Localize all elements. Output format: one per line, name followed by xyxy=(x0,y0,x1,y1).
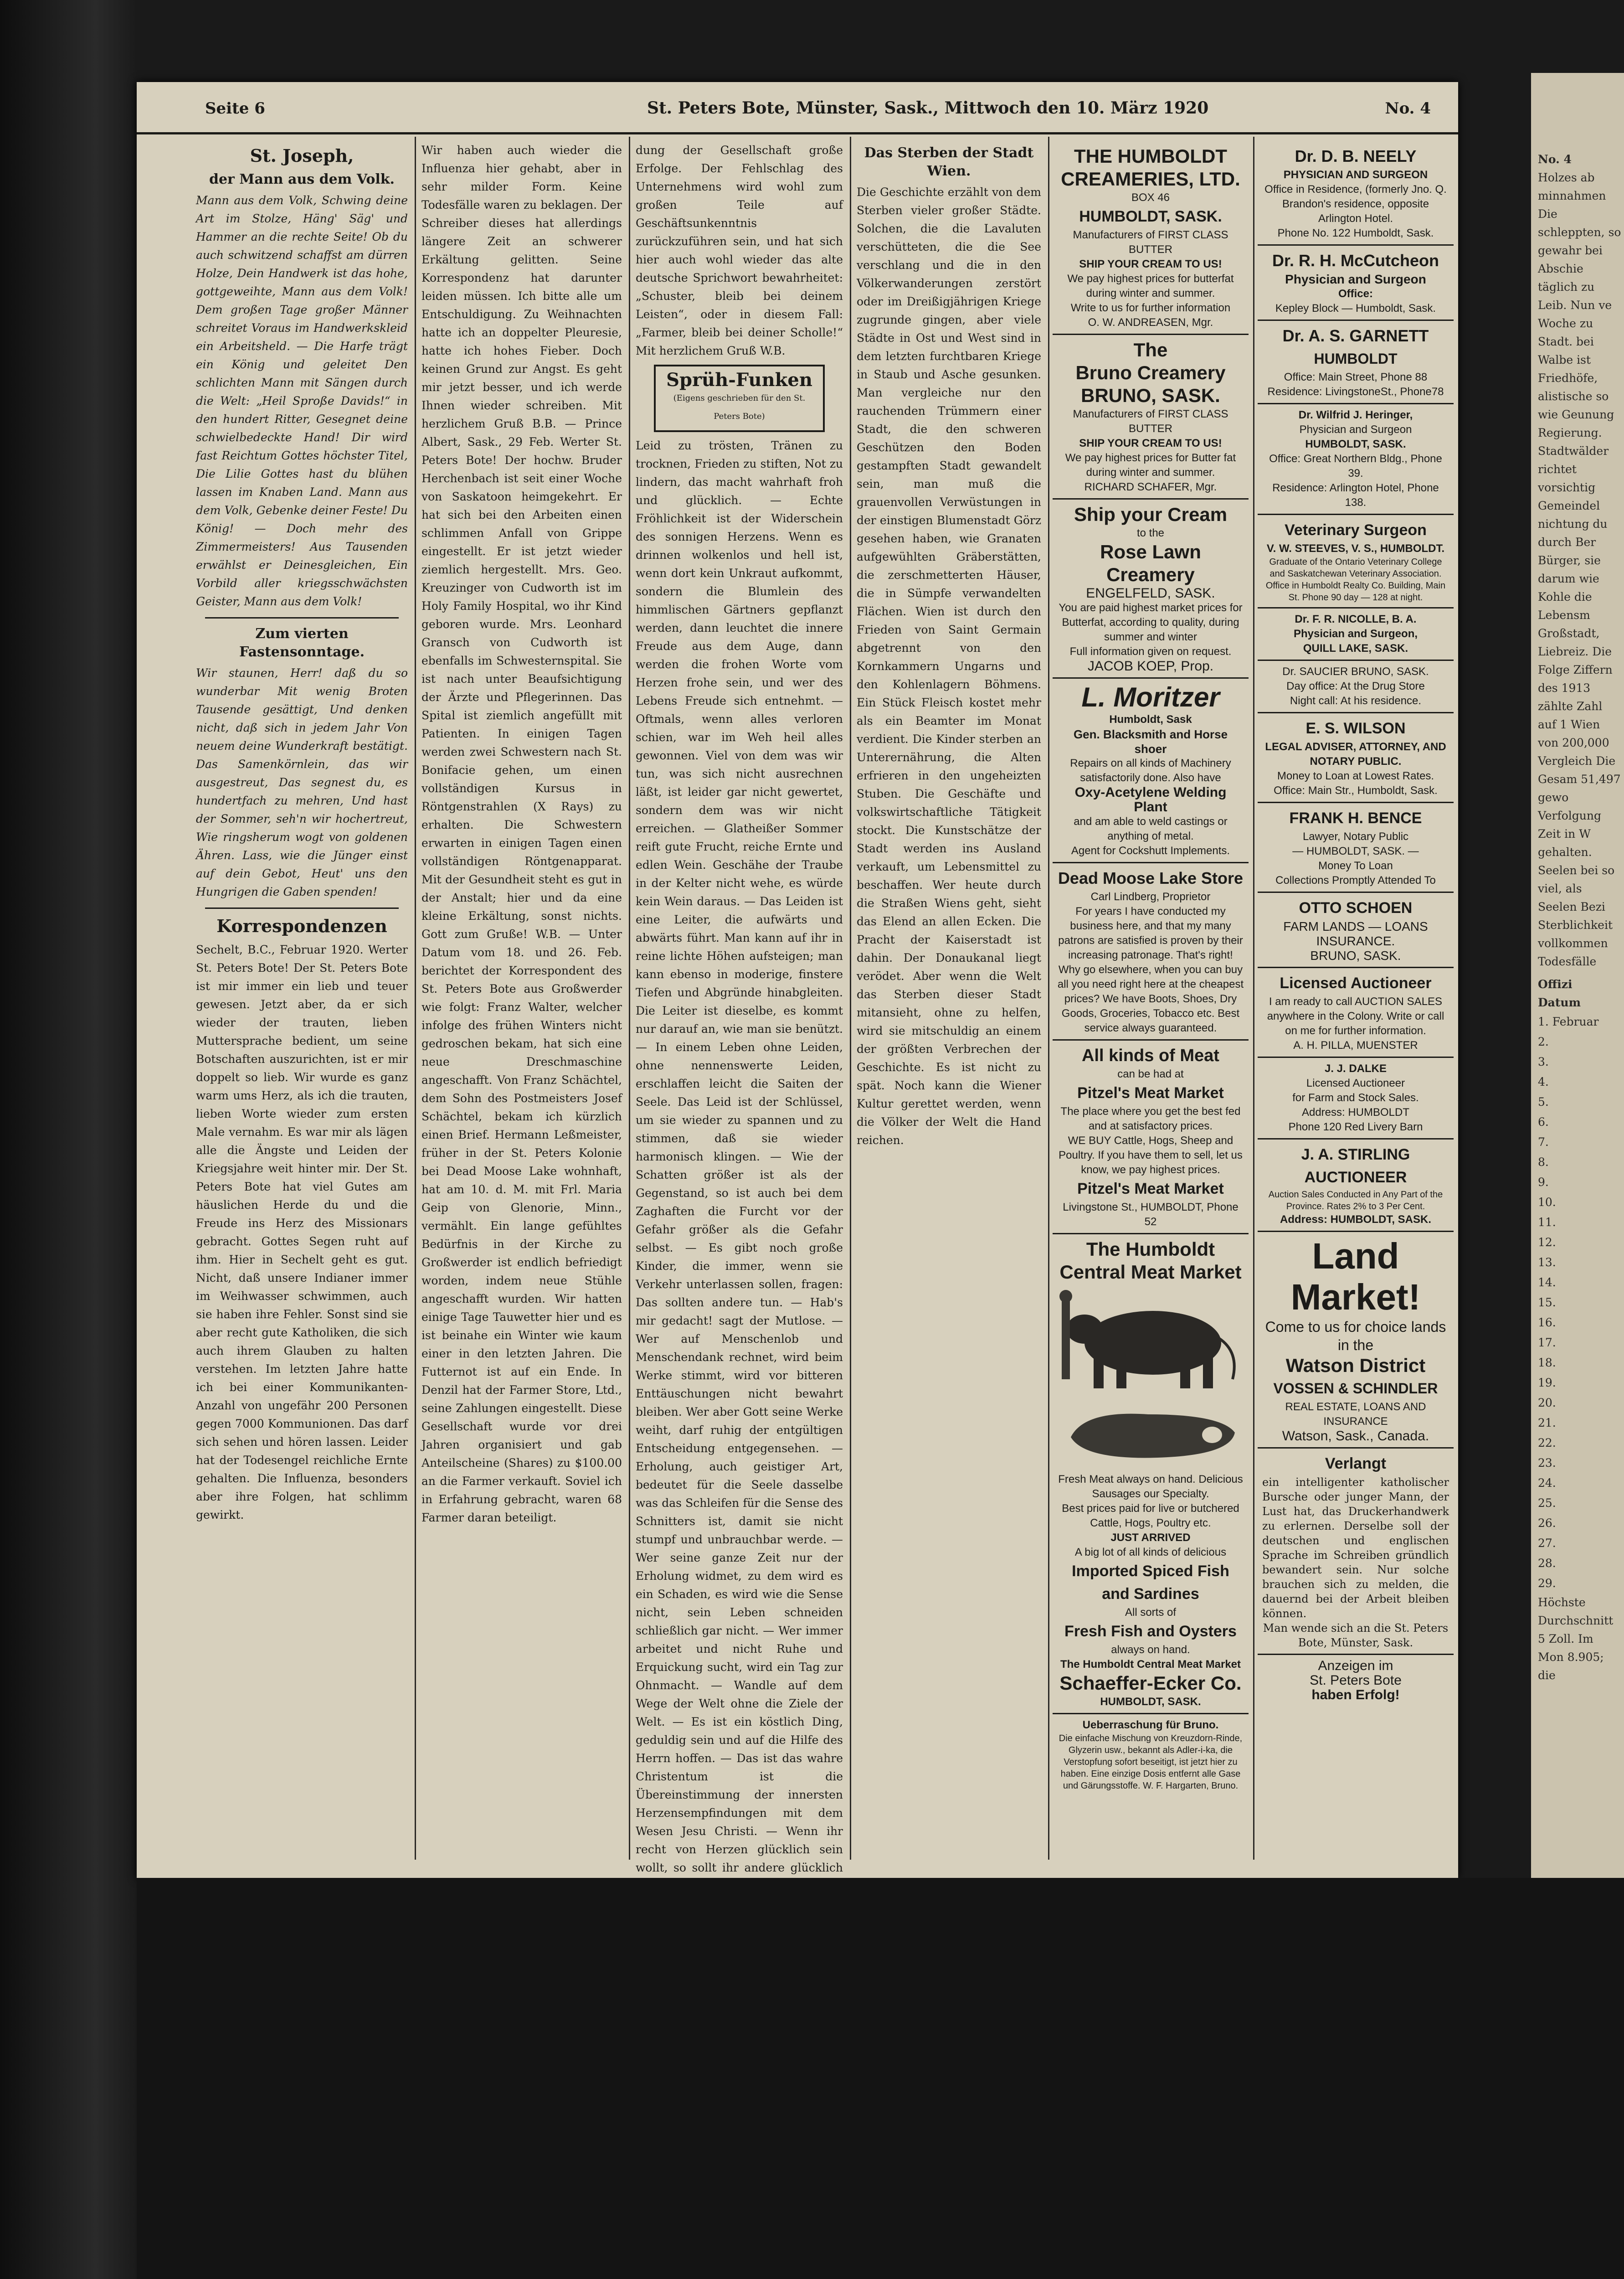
ad-title: L. Moritzer xyxy=(1081,682,1220,712)
column-3 xyxy=(636,141,843,1874)
ad-text: Repairs on all kinds of Machinery satisfactorily done. Also have xyxy=(1070,757,1231,784)
next-page-number: No. 4 xyxy=(1538,153,1572,166)
spruh-funken-title: Sprüh-Funken xyxy=(666,369,812,391)
card-text: Office: xyxy=(1338,288,1373,300)
card-text: Money to Loan at Lowest Rates. xyxy=(1277,770,1434,782)
table-row: 9. xyxy=(1538,1176,1549,1189)
card-text: Kepley Block — Humboldt, Sask. xyxy=(1275,302,1436,315)
card-text: Lawyer, Notary Public xyxy=(1302,830,1409,843)
card-title: Veterinary Surgeon xyxy=(1285,521,1427,539)
table-row: 5. xyxy=(1538,1095,1549,1109)
card-title: Licensed Auctioneer xyxy=(1280,975,1432,992)
table-row: 12. xyxy=(1538,1236,1556,1249)
card-text: REAL ESTATE, LOANS AND INSURANCE xyxy=(1285,1401,1426,1428)
card-title: J. J. DALKE xyxy=(1324,1062,1387,1075)
bull-illustration xyxy=(1057,1288,1249,1393)
spruh-funken-subtitle: (Eigens geschrieben für den St. Peters Bote) xyxy=(673,393,806,421)
column-3-text-top: dung der Gesellschaft große Erfolge. Der Fehlschlag des Unternehmens wird wohl zum großen Teile auf Geschäftsunkenntnis zurückzuführen sein, und hat sich hier auch wohl wieder das alte deutsche Sprichwort bewahrheitet: „Schuster, bleib bei deinem Leisten“, oder in diesem Fall: „Farmer, bleib bei deiner Scholle!“ Mit herzlichem Gruß W.B. xyxy=(636,144,843,357)
card-text: Money To Loan xyxy=(1318,860,1393,872)
table-row: 14. xyxy=(1538,1276,1556,1289)
card-text: A. H. PILLA, MUENSTER xyxy=(1293,1039,1418,1052)
table-row: 10. xyxy=(1538,1196,1556,1209)
ad-text: Pitzel's Meat Market xyxy=(1077,1084,1224,1102)
next-page-text: Holzes ab minnahmen Die schleppten, so gewahr bei Abschie täglich zu Leib. Nun ve Woche zu Stadt. bei Walbe ist Friedhöfe, alistische so wie Geunung Regierung. Stadtwälder richtet vorsichtig Gemeindel nichtung du durch Ber Bürger, sie darum wie Kohle die Lebensm Großstadt, Liebreiz. Die Folge Ziffern des 1913 zählte Zahl auf 1 Wien von 200,000 Vergleich Die Gesam 51,497 gewo Verfolgung Zeit in W gehalten. Seelen bei so viel, als Seelen Bezi Sterblichkeit vollkommen Todesfälle xyxy=(1538,171,1621,968)
moritzer-ad xyxy=(1053,679,1249,863)
ad-text: BRUNO, SASK. xyxy=(1081,385,1220,406)
card-text: Phone 120 Red Livery Barn xyxy=(1288,1121,1423,1133)
ad-text: Best prices paid for live or butchered Cattle, Hogs, Poultry etc. xyxy=(1062,1502,1239,1529)
ad-text: For years I have conducted my business here, and that my many patrons are satisfied is proven by their increasing patronage. That's right! Why go elsewhere, when you can buy all you need right here at the cheapest prices? We have Boots, Shoes, Dry Goods, Groceries, Tobacco etc. Best service always guaranteed. xyxy=(1057,905,1244,1034)
table-row: 27. xyxy=(1538,1537,1556,1550)
ad-title: Bruno Creamery xyxy=(1075,362,1226,383)
garnett-card xyxy=(1258,321,1454,404)
table-row: 8. xyxy=(1538,1155,1549,1169)
column-1 xyxy=(196,141,408,1864)
card-title: Dr. Wilfrid J. Heringer, xyxy=(1298,409,1413,421)
card-text: Office: Great Northern Bldg., Phone 39. xyxy=(1269,453,1442,480)
mccutcheon-card xyxy=(1258,246,1454,321)
ad-title: THE HUMBOLDT CREAMERIES, LTD. xyxy=(1061,145,1240,190)
ad-title: Dead Moose Lake Store xyxy=(1058,869,1244,887)
article-text: Die Geschichte erzählt von dem Sterben vieler großer Städte. Solchen, die die Lavaluten verschütteten, die die See verschlang und die in den Völkerwanderungen zerstört oder im Dreißigjährigen Kriege zugrunde gingen, aber viele Städte in Ost und West sind in dem letzten furchtbaren Kriege in Staub und Asche gesunken. Man vergleiche nur den rauchenden Trümmern einer Stadt, die den schweren Geschützen den Boden gestampften Stadt gewandelt sein, man muß die grauenvollen Verwüstungen in der einstigen Blumenstadt Görz gesehen haben, wie Granaten aufgewühlten Gräberstätten, die zerschmetterten Häuser, die in Sümpfe verwandelten Flächen. Wien ist durch den Frieden von Saint Germain abgetrennt von den Kornkammern Ungarns und den Kohlenlagern Böhmens. Ein Stück Fleisch kostet mehr als ein Beamter im Monat verdient. Die Kinder sterben an Unterernährung, die Alten erfrieren in den ungeheizten Stuben. Die Geschäfte und volkswirtschaftliche Tätigkeit stockt. Die Kunstschätze der Stadt werden ins Ausland verkauft, um Lebensmittel zu beschaffen. Wer heute durch die Straßen Wiens geht, sieht das Elend an allen Ecken. Die Pracht der Kaiserstadt ist dahin. Der Donaukanal liegt verödet. Aber wenn die Welt das Sterben dieser Stadt mitansieht, ohne zu helfen, wird sie mitschuldig an einem der größten Verbrechen der Geschichte. Es ist nicht zu spät. Noch kann die Wiener Kultur gerettet werden, wenn die Völker der Welt die Hand reichen. xyxy=(857,186,1041,1147)
card-text: Licensed Auctioneer xyxy=(1306,1077,1405,1089)
ad-text: Pitzel's Meat Market xyxy=(1077,1180,1224,1197)
card-text: Anzeigen im xyxy=(1318,1658,1393,1673)
neely-card xyxy=(1258,141,1454,246)
table-row: 18. xyxy=(1538,1356,1556,1369)
card-title: FRANK H. BENCE xyxy=(1289,810,1422,827)
ad-text: Carl Lindberg, Proprietor xyxy=(1090,891,1211,903)
table-row: 26. xyxy=(1538,1516,1556,1530)
land-market-ad xyxy=(1258,1232,1454,1449)
ad-text: O. W. ANDREASEN, Mgr. xyxy=(1088,316,1213,329)
column-rule xyxy=(629,137,630,1860)
table-row: 11. xyxy=(1538,1216,1556,1229)
correspondence-title: Korrespondenzen xyxy=(216,916,387,936)
table-row: 15. xyxy=(1538,1296,1556,1309)
card-text: HUMBOLDT xyxy=(1314,351,1398,367)
table-row: 20. xyxy=(1538,1396,1556,1409)
poem-subtitle: der Mann aus dem Volk. xyxy=(209,171,395,187)
saucier-card xyxy=(1258,661,1454,713)
card-text: Man wende sich an die St. Peters Bote, Münster, Sask. xyxy=(1263,1622,1449,1649)
column-rule xyxy=(1253,137,1254,1860)
column-2 xyxy=(421,141,622,1864)
ad-text: Fresh Meat always on hand. Delicious Sausages our Specialty. xyxy=(1058,1473,1243,1500)
ad-text: Manufacturers of FIRST CLASS BUTTER xyxy=(1073,229,1228,256)
card-text: QUILL LAKE, SASK. xyxy=(1303,642,1408,655)
card-text: Office: Main Street, Phone 88 xyxy=(1284,371,1428,383)
table-row: 21. xyxy=(1538,1416,1556,1429)
table-row: 6. xyxy=(1538,1115,1549,1129)
card-title: Dr. D. B. NEELY xyxy=(1295,147,1417,165)
card-title: Dr. SAUCIER BRUNO, SASK. xyxy=(1282,665,1429,678)
bruno-notice xyxy=(1053,1714,1249,1795)
scan-background-left xyxy=(0,0,137,2279)
column-rule xyxy=(850,137,851,1860)
poem-title: St. Joseph, xyxy=(250,145,354,166)
article-title: Das Sterben der Stadt Wien. xyxy=(864,145,1034,179)
page-header xyxy=(137,82,1458,134)
ad-text: WE BUY Cattle, Hogs, Sheep and Poultry. If you have them to sell, let us know, we pay highest prices. xyxy=(1059,1134,1243,1176)
ad-text: We pay highest prices for Butter fat during winter and summer. xyxy=(1065,452,1236,479)
card-text: haben Erfolg! xyxy=(1311,1687,1400,1702)
card-text: PHYSICIAN AND SURGEON xyxy=(1283,169,1428,181)
dalke-card xyxy=(1258,1058,1454,1140)
card-text: Residence: Arlington Hotel, Phone 138. xyxy=(1272,482,1439,509)
table-row: 19. xyxy=(1538,1376,1556,1389)
ad-text: and am able to weld castings or anything of metal. xyxy=(1074,815,1228,842)
ad-text: A big lot of all kinds of delicious xyxy=(1074,1546,1227,1558)
ad-title: Rose Lawn Creamery xyxy=(1100,541,1201,585)
ad-text: JUST ARRIVED xyxy=(1110,1531,1191,1544)
ad-text: The Humboldt Central Meat Market xyxy=(1060,1658,1241,1671)
schoen-card xyxy=(1258,893,1454,968)
card-text: Auction Sales Conducted in Any Part of the Province. Rates 2% to 3 Per Cent. xyxy=(1268,1190,1443,1212)
page-number: Seite 6 xyxy=(205,99,265,118)
table-row: 29. xyxy=(1538,1577,1556,1590)
card-title: J. A. STIRLING xyxy=(1301,1146,1410,1163)
card-text: Office: Main Str., Humboldt, Sask. xyxy=(1274,784,1438,797)
table-row: 22. xyxy=(1538,1436,1556,1449)
ad-text: You are paid highest market prices for Butterfat, according to quality, during summer and winter xyxy=(1059,602,1243,643)
card-title: Dr. R. H. McCutcheon xyxy=(1272,251,1439,270)
ad-text: Schaeffer-Ecker Co. xyxy=(1059,1672,1242,1694)
spruh-funken-text: Leid zu trösten, Tränen zu trocknen, Frieden zu stiften, Not zu lindern, das macht wahrhaft froh und glücklich. — Echte Fröhlichkeit ist der Widerschein des sonnigen Herzens. Wenn es drinnen wolkenlos und hell ist, wenn dort kein Unkraut aufkommt, sondern die Blumlein des himmlischen Gärtners gepflanzt werden, dann leuchtet die innere Freude aus dem Auge, dann werden die frohen Worte vom Herzen frohe sein, und wer des Lebens Freude sich entnehmt. — Oftmals, wenn alles verloren schien, war im Weh heil alles gewonnen. Viel von dem was wir tun, was sich nicht ausrechnen läßt, ist leider gar nicht gewertet, sondern dem was wir nicht erreichen. — Glatheißer Sommer reift gute Frucht, reiche Ernte und edlen Wein. Geschähe der Traube in der Kelter nicht wehe, es würde kein Wein daraus. — Das Leiden ist eine Leiter, die aufwärts und abwärts führt. Man kann auf ihr in reine lichte Höhen aufsteigen; man kann ebenso in moderige, finstere Tiefen und Abgründe hinabgleiten. Die Leiter ist dieselbe, es kommt nur darauf an, wie man sie benützt. — In einem Leben ohne Leiden, ohne nennenswerte Leiden, erschlaffen leicht die Saiten der Seele. Das Leid ist der Schlüssel, um sie wieder zu spannen und zu stimmen, daß sie wieder harmonisch klingen. — Wie der Schatten größer ist als der Gegenstand, so ist auch bei dem Zaghaften die Furcht vor der Gefahr größer als die Gefahr selbst. — Es gibt noch große Kinder, die immer, wenn sie Verkehr unterlassen sollen, fragen: Das sollten andere tun. — Hab's mir gedacht! sagt der Mutlose. — Wer auf Menschenlob und Menschendank rechnet, wird beim Werke stimmt, wird vor bitteren Enttäuschungen nicht bewahrt bleiben. Wer aber Gott seine Werke weiht, darf ruhig der entgültigen Entscheidung entgegensehen. — Erholung, auch geistiger Art, bedeutet für die Seele dasselbe was das Schleifen für die Sense des Schnitters ist, damit sie nicht stumpf und unbrauchbar werde. — Wer seine ganze Zeit nur der Erholung widmet, zu dem wird es ein Schaden, es wird wie die Sense nicht, sein Leben schneiden schließlich gar nicht. — Wer immer arbeitet und nicht Ruhe und Erquickung sucht, wird ein Tag zur Ohnmacht. — Wandle auf dem Wege der Welt ohne die Ziele der Welt. — Es ist ein köstlich Ding, geduldig sein und auf die Hilfe des Herrn hoffen. — Das ist das wahre Christentum ist die Übereinstimmung der innersten Herzensempfindungen mit dem Wesen Jesu Christi. — Wenn ihr recht von Herzen glücklich sein wollt, so sollt ihr andere glücklich xyxy=(636,439,843,1874)
ad-text: ENGELFELD, SASK. xyxy=(1086,586,1215,601)
card-text: V. W. STEEVES, V. S., HUMBOLDT. xyxy=(1266,542,1445,555)
card-text: Night call: At his residence. xyxy=(1290,695,1422,707)
fasten-title: Zum vierten Fastensonntage. xyxy=(239,626,365,660)
issue-number: No. 4 xyxy=(1385,99,1431,118)
ad-title: The Humboldt Central Meat Market xyxy=(1059,1238,1242,1283)
meat-cut-illustration xyxy=(1057,1405,1249,1464)
card-text: HUMBOLDT, SASK. xyxy=(1305,438,1406,450)
column-6-cards xyxy=(1258,141,1454,1864)
ad-title: Ueberraschung für Bruno. xyxy=(1082,1719,1219,1731)
table-row: 28. xyxy=(1538,1557,1556,1570)
table-row: 16. xyxy=(1538,1316,1556,1329)
card-title: OTTO SCHOEN xyxy=(1299,899,1413,917)
ad-text: SHIP YOUR CREAM TO US! xyxy=(1079,437,1222,449)
ad-text: Fresh Fish and Oysters xyxy=(1064,1623,1237,1640)
card-text: Physician and Surgeon, xyxy=(1293,628,1418,640)
table-row: 7. xyxy=(1538,1135,1549,1149)
card-text: Phone No. 122 Humboldt, Sask. xyxy=(1277,227,1434,239)
ad-text: Humboldt, Sask xyxy=(1109,713,1192,726)
card-text: for Farm and Stock Sales. xyxy=(1292,1092,1419,1104)
pitzels-meat-market-ad xyxy=(1053,1041,1249,1234)
next-page-table-rows xyxy=(1538,1012,1622,1593)
wilson-card xyxy=(1258,713,1454,803)
next-page-column xyxy=(1538,150,1622,1791)
spruh-funken-box xyxy=(654,365,825,432)
card-text: Watson District xyxy=(1285,1355,1426,1376)
next-page-table-head: Datum xyxy=(1538,996,1581,1009)
ad-text: can be had at xyxy=(1117,1068,1184,1080)
heringer-card xyxy=(1258,404,1454,515)
veterinary-card xyxy=(1258,515,1454,608)
ad-text: The place where you get the best fed and at satisfactory prices. xyxy=(1060,1105,1241,1132)
nicolle-card xyxy=(1258,608,1454,661)
next-page-footer: Höchste Durchschnitt 5 Zoll. Im Mon 8.905; die xyxy=(1538,1596,1614,1682)
masthead-line: St. Peters Bote, Münster, Sask., Mittwoch den 10. März 1920 xyxy=(647,98,1209,118)
scan-background-bottom xyxy=(137,1878,1624,2279)
ad-text: RICHARD SCHAFER, Mgr. xyxy=(1084,481,1217,493)
divider xyxy=(205,907,399,909)
ad-text: always on hand. xyxy=(1111,1644,1190,1656)
ad-text: The xyxy=(1133,339,1168,361)
column-5-ads xyxy=(1053,141,1249,1864)
ad-text: Livingstone St., HUMBOLDT, Phone 52 xyxy=(1063,1201,1239,1228)
newspaper-page xyxy=(137,82,1458,1878)
ad-text: Gen. Blacksmith and Horse shoer xyxy=(1073,727,1228,756)
card-text: St. Peters Bote xyxy=(1310,1673,1402,1688)
card-title: Dr. F. R. NICOLLE, B. A. xyxy=(1295,613,1417,625)
ad-text: JACOB KOEP, Prop. xyxy=(1087,659,1214,674)
bruno-creamery-ad xyxy=(1053,335,1249,500)
ad-text: to the xyxy=(1136,527,1165,539)
ad-text: BOX 46 xyxy=(1131,191,1170,204)
card-text: ein intelligenter katholischer Bursche oder junger Mann, der Lust hat, das Druckerhandwerk zu erlernen. Derselbe soll der deutschen und englischen Sprache im Schreiben gründlich bewandert sein. Nur solche brauchen sich zu melden, die dauernd bei der Arbeit bleiben können. xyxy=(1262,1476,1449,1620)
card-title: Dr. A. S. GARNETT xyxy=(1282,326,1429,345)
table-row: 24. xyxy=(1538,1476,1556,1490)
ad-text: SHIP YOUR CREAM TO US! xyxy=(1079,258,1222,270)
card-text: — HUMBOLDT, SASK. — xyxy=(1292,845,1419,857)
card-text: Address: HUMBOLDT xyxy=(1301,1106,1410,1119)
ad-text: Full information given on request. xyxy=(1069,645,1232,658)
card-text: BRUNO, SASK. xyxy=(1310,949,1401,963)
table-row: 1. Februar xyxy=(1538,1015,1599,1028)
divider xyxy=(205,617,399,619)
card-title: E. S. WILSON xyxy=(1305,720,1406,737)
ad-title: All kinds of Meat xyxy=(1082,1046,1219,1065)
table-row: 13. xyxy=(1538,1256,1556,1269)
verlangt-notice xyxy=(1258,1449,1454,1655)
correspondence-text: Sechelt, B.C., Februar 1920. Werter St. Peters Bote! Der St. Peters Bote ist mir immer ein lieb und teuer gewesen. Jetzt aber, da er sich wieder der trauten, lieben Muttersprache bedient, um seine Botschaften auszurichten, ist er mir doppelt so lieb. Wir wurde es ganz warm ums Herz, als ich die trauten, lieben Worte wieder zum ersten Male vernahm. Es war mir als lägen alle die Ängste und Leiden der Kriegsjahre weit hinter mir. Der St. Peters Bote hat viel Gutes am häuslichen Herde du und die Freude ins Herz des Missionars gebracht. Gottes Segen ruht auf ihm. Hier in Sechelt geht es gut. Nicht, daß unsere Indianer immer im Weihwasser schwimmen, auch sie haben ihre Fehler. Sonst sind sie aber recht gute Katholiken, die sich auch ihrem Glauben zu halten verstehen. Im letzten Jahre hatte ich bei einer Kommunikanten-Anzahl von ungefähr 200 Personen gegen 7000 Kommunionen. Das darf sich sehen und hören lassen. Leider hat der Todesengel reichliche Ernte gehalten. Die Influenza, besonders aber ihre Folgen, hat schlimm gewirkt. xyxy=(196,943,408,1521)
card-text: Address: HUMBOLDT, SASK. xyxy=(1280,1213,1432,1226)
ad-text: Oxy-Acetylene Welding Plant xyxy=(1074,785,1227,815)
card-text: Physician and Surgeon xyxy=(1285,272,1426,286)
table-row: 4. xyxy=(1538,1075,1549,1088)
column-4 xyxy=(857,141,1041,1864)
card-text: FARM LANDS — LOANS INSURANCE. xyxy=(1283,919,1428,948)
table-row: 2. xyxy=(1538,1035,1549,1048)
card-text: Physician and Surgeon xyxy=(1299,423,1412,436)
bence-card xyxy=(1258,803,1454,893)
card-text: Collections Promptly Attended To xyxy=(1275,874,1436,887)
table-row: 3. xyxy=(1538,1055,1549,1068)
table-row: 23. xyxy=(1538,1456,1556,1469)
table-row: 25. xyxy=(1538,1496,1556,1510)
ad-text: HUMBOLDT, SASK. xyxy=(1100,1696,1201,1708)
pilla-card xyxy=(1258,968,1454,1058)
rose-lawn-creamery-ad xyxy=(1053,500,1249,679)
ad-text: Ship your Cream xyxy=(1074,504,1228,525)
card-text: I am ready to call AUCTION SALES anywhere in the Colony. Write or call on me for further information. xyxy=(1267,995,1444,1037)
table-row: 17. xyxy=(1538,1336,1556,1349)
ad-text: We pay highest prices for butterfat during winter and summer. xyxy=(1067,273,1234,299)
card-text: LEGAL ADVISER, ATTORNEY, AND NOTARY PUBLIC. xyxy=(1265,741,1446,768)
card-text: Watson, Sask., Canada. xyxy=(1282,1428,1429,1444)
card-title: Verlangt xyxy=(1325,1455,1387,1472)
card-text: Graduate of the Ontario Veterinary College and Saskatchewan Veterinary Association. Office in Humboldt Realty Co. Building, Main St. Phone 90 day — 128 at night. xyxy=(1265,557,1446,603)
ad-text: Die einfache Mischung von Kreuzdorn-Rinde, Glyzerin usw., bekannt als Adler-i-ka, die Verstopfung sofort beseitigt, ist jetzt hier zu haben. Eine einzige Dosis entfernt alle Gase und Gärungsstoffe. W. F. Hargarten, Bruno. xyxy=(1059,1733,1243,1791)
ad-text: HUMBOLDT, SASK. xyxy=(1079,208,1222,225)
ad-text: All sorts of xyxy=(1125,1606,1177,1619)
humboldt-creameries-ad xyxy=(1053,141,1249,335)
ad-text: Write to us for further information xyxy=(1070,302,1231,314)
ad-text: Agent for Cockshutt Implements. xyxy=(1071,845,1230,857)
central-meat-market-ad xyxy=(1053,1234,1249,1714)
column-2-text: Wir haben auch wieder die Influenza hier gehabt, aber in sehr milder Form. Keine Todesfälle waren zu beklagen. Der Schreiber dieses hat allerdings längere Zeit an schwerer Erkältung gelitten. Seine Korrespondenz hat darunter leiden müssen. Ich bitte alle um Entschuldigung. Zu Weihnachten hatte ich an doppelter Pleuresie, hatte ich hohes Fieber. Doch keinen Grund zur Angst. Es geht mir jetzt besser, und ich werde Ihnen wieder schreiben. Mit herzlichem Gruß B.B. — Prince Albert, Sask., 29 Feb. Werter St. Peters Bote! Der hochw. Bruder Herchenbach ist seit einer Woche von Saskatoon heimgekehrt. Er hat sich bei den Arbeiten einen schlimmen Anfall von Grippe eingestellt. Er ist jetzt wieder ziemlich hergestellt. Mrs. Geo. Kreuzinger von Cudworth ist im Holy Family Hospital, wo ihr Kind geboren wurde. Mrs. Leonhard Gransch von Cudworth ist ebenfalls im Schwesternspital. Sie ist nach unter Beaufsichtigung der Ärzte und Pflegerinnen. Das Spital ist ziemlich angefüllt mit Patienten. In einigen Tagen werden zwei Schwestern nach St. Bonifacie gehen, um einen vollständigen Kursus in Röntgenstrahlen (X Rays) zu erhalten. Die Schwestern erwarten in einigen Tagen einen vollständigen Röntgenapparat. Mit der Gesundheit steht es gut in der Anstalt; hier und da eine kleine Erkältung, sonst nichts. Gott zum Gruße! W.B. — Unter Datum vom 18. und 26. Feb. berichtet der Korrespondent des St. Peters Bote aus Großwerder wie folgt: Franz Walter, welcher infolge des frühen Winters nicht gedroschen bekam, hat sich eine neue Dreschmaschine angeschafft. Von Franz Schächtel, dem Sohn des Postmeisters Josef Schächtel, bekam ich kürzlich einen Brief. Hermann Leßmeister, früher in der St. Peters Kolonie bei Dead Moose Lake wohnhaft, hat am 10. d. M. mit Frl. Maria Geip von Glenorie, Minn., vermählt. Ein lange gefühltes Bedürfnis in der Kirche zu Großwerder ist endlich befriedigt worden, indem neue Stühle angeschafft wurden. Wir hatten einige Tage Tauwetter hier und es ist beinahe ein Winter wie kaum einer in den letzten Jahren. Die Futternot ist auf ein Ende. In Denzil hat der Farmer Store, Ltd., seine Zahlungen eingestellt. Diese Gesellschaft wurde vor drei Jahren organisiert und gab Anteilscheine (Shares) zu $100.00 an die Farmer verkauft. Soviel ich in Erfahrung gebracht, waren 68 Farmer daran beteiligt. xyxy=(421,144,622,1524)
card-text: Come to us for choice lands in the xyxy=(1265,1319,1446,1353)
card-text: AUCTIONEER xyxy=(1304,1169,1407,1186)
poem-text: Mann aus dem Volk, Schwing deine Art im Stolze, Häng' Säg' und Hammer an die rechte Seite! Ob du auch schwitzend schaffst am dürren Holze, Dein Handwerk ist das hohe, gottgeweihte, Mann aus dem Volk! Dem großen Tage großer Männer schreitet Voraus im Handwerkskleid ein Arbeitsheld. — Die Harfe trägt ein König und geleitet Den schlichten Mann mit Sängen durch die Welt: „Heil Sproße Davids!“ in den hundert Ritter, Gesegnet deine schwielbedeckte Hand! Dir wird fast Reichtum Gottes höchster Titel, Die Lilie Gottes hast du blühen lassen im Knaben Land. Mann aus dem Volk, Gebenke deiner Feste! Du König! — Doch mehr des Zimmermeisters! Aus Tausenden erwählst er Deinesgleichen, Ein Vorbild aller kriegsschwächsten Geister, Mann aus dem Volk! xyxy=(196,194,408,608)
dead-moose-lake-store-ad xyxy=(1053,863,1249,1041)
column-rule xyxy=(1048,137,1049,1860)
stirling-card xyxy=(1258,1140,1454,1232)
column-rule xyxy=(415,137,416,1860)
card-text: Day office: At the Drug Store xyxy=(1286,680,1425,692)
anzeigen-notice xyxy=(1258,1655,1454,1706)
next-page-table-title: Offizi xyxy=(1538,978,1573,991)
card-text: Residence: LivingstoneSt., Phone78 xyxy=(1267,386,1444,398)
card-text: Office in Residence, (formerly Jno. Q. Brandon's residence, opposite Arlington Hotel. xyxy=(1264,183,1447,225)
fasten-poem: Wir staunen, Herr! daß du so wunderbar Mit wenig Broten Tausende gesättigt, Und denken nicht, daß sich in jedem Jahr Von neuem deine Wunderkraft bestätigt. Das Samenkörnlein, das wir ausgestreut, Das segnest du, es hundertfach zu mehren, Und hast der Sommer, seh'n wir hochertreut, Wie ringsherum wogt von goldenen Ähren. Lass, wie die Jünger einst auf dein Gebot, Heut' uns den Hungrigen die Gaben spenden! xyxy=(196,666,408,898)
card-text: VOSSEN & SCHINDLER xyxy=(1273,1380,1438,1397)
card-title: Land Market! xyxy=(1290,1236,1421,1317)
ad-text: Manufacturers of FIRST CLASS BUTTER xyxy=(1073,408,1228,435)
ad-text: Imported Spiced Fish and Sardines xyxy=(1072,1562,1229,1603)
